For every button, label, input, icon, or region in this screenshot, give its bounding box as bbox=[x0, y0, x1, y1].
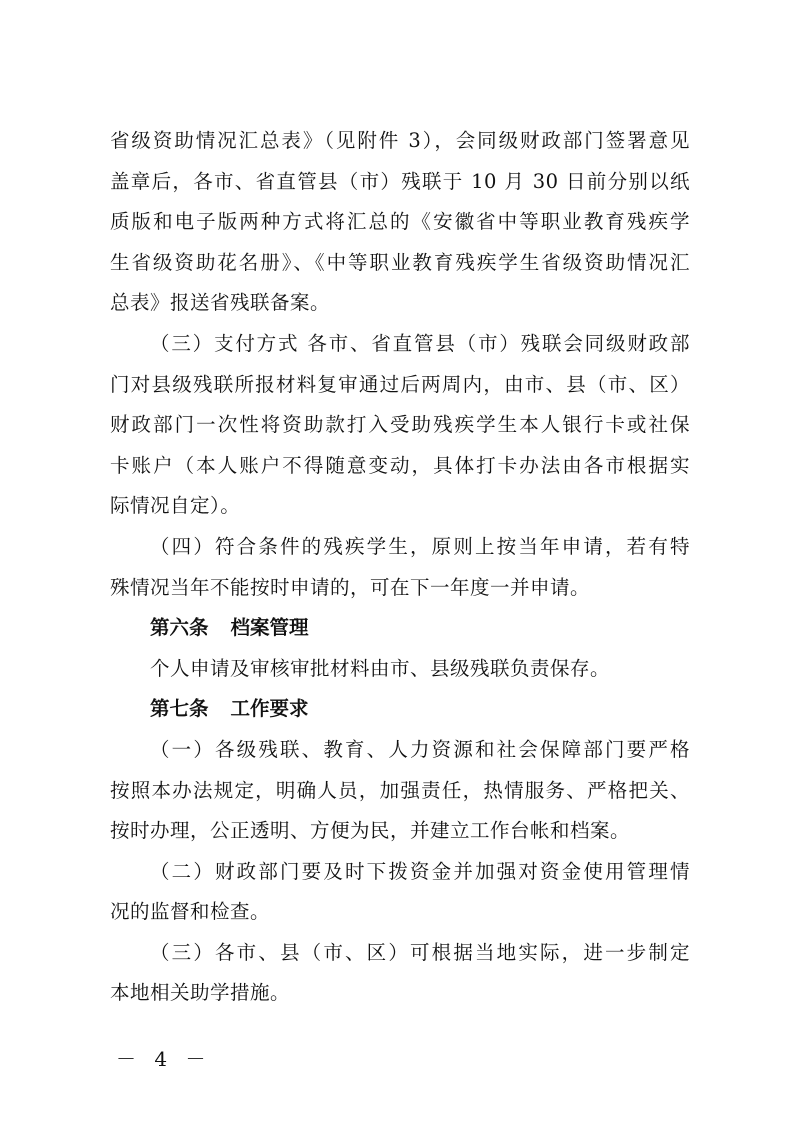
text-line: 个人申请及审核审批材料由市、县级残联负责保存。 bbox=[150, 656, 611, 680]
text-line: 况的监督和检查。 bbox=[110, 900, 271, 924]
article-6-title: 档案管理 bbox=[230, 616, 309, 640]
article-6-number: 第六条 bbox=[150, 616, 209, 640]
article-7-heading bbox=[110, 689, 690, 730]
article-7-body bbox=[110, 730, 690, 1014]
article-7-number: 第七条 bbox=[150, 697, 209, 721]
text-line: （二）财政部门要及时下拨资金并加强对资金使用管理情 bbox=[150, 859, 690, 883]
text-line: 按照本办法规定，明确人员，加强责任，热情服务、严格把关、 bbox=[110, 778, 690, 802]
text-line: （三）支付方式 各市、省直管县（市）残联会同级财政部 bbox=[150, 331, 690, 355]
text-line: 质版和电子版两种方式将汇总的《安徽省中等职业教育残疾学 bbox=[110, 210, 690, 234]
article-6-heading bbox=[110, 608, 690, 649]
text-line: 生省级资助花名册》、《中等职业教育残疾学生省级资助情况汇 bbox=[110, 250, 690, 274]
text-line: 省级资助情况汇总表》（见附件 3），会同级财政部门签署意见 bbox=[110, 129, 690, 152]
text-line: 按时办理，公正透明、方便为民，并建立工作台帐和档案。 bbox=[110, 819, 631, 843]
intro-paragraphs bbox=[110, 121, 690, 608]
text-line: （一）各级残联、教育、人力资源和社会保障部门要严格 bbox=[150, 737, 690, 761]
text-line: 财政部门一次性将资助款打入受助残疾学生本人银行卡或社保 bbox=[110, 413, 690, 437]
text-line: 总表》报送省残联备案。 bbox=[110, 291, 331, 315]
article-7-title: 工作要求 bbox=[230, 697, 309, 721]
text-line: （四）符合条件的残疾学生，原则上按当年申请，若有特 bbox=[150, 534, 690, 558]
text-line: 本地相关助学措施。 bbox=[110, 981, 291, 1005]
text-line: 殊情况当年不能按时申请的，可在下一年度一并申请。 bbox=[110, 575, 591, 599]
document-body bbox=[110, 121, 690, 1014]
page-number: － 4 － bbox=[116, 1047, 212, 1071]
text-line: 卡账户（本人账户不得随意变动，具体打卡办法由各市根据实 bbox=[110, 453, 690, 477]
text-line: （三）各市、县（市、区）可根据当地实际，进一步制定 bbox=[150, 940, 690, 964]
text-line: 盖章后，各市、省直管县（市）残联于 10 月 30 日前分别以纸 bbox=[110, 169, 690, 193]
text-line: 际情况自定）。 bbox=[110, 494, 241, 518]
article-6-body bbox=[110, 649, 690, 690]
text-line: 门对县级残联所报材料复审通过后两周内，由市、县（市、区） bbox=[110, 372, 690, 396]
